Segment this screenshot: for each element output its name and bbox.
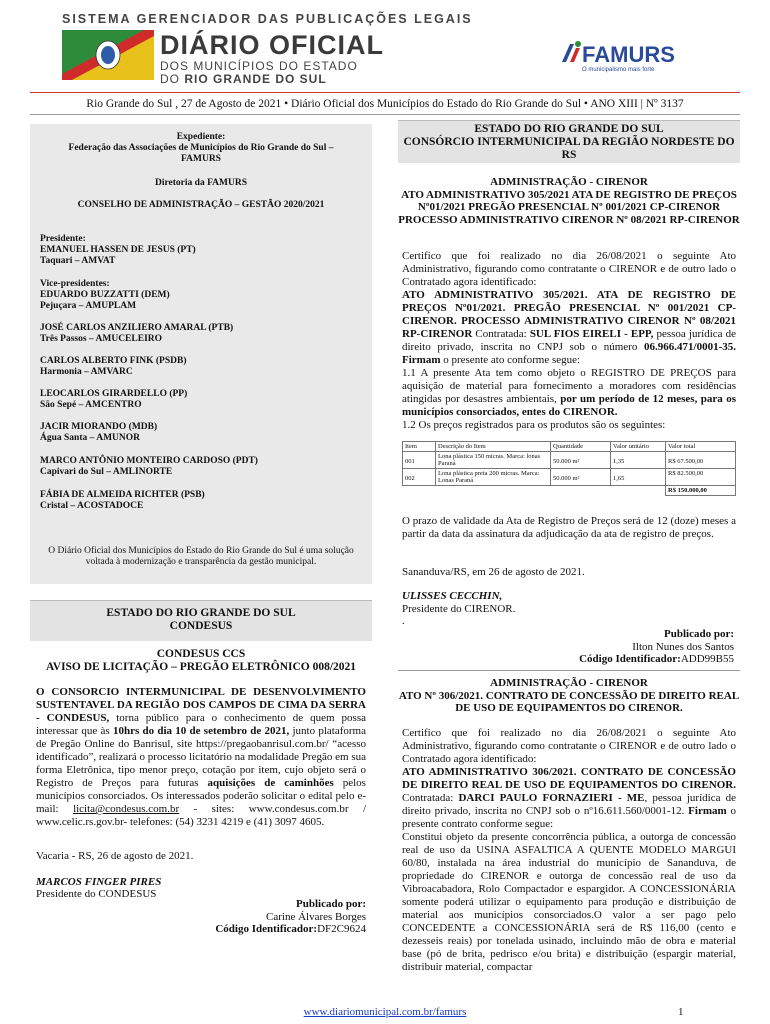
condesus-date: Vacaria - RS, 26 de agosto de 2021. bbox=[36, 850, 194, 862]
presidente-block: Presidente: EMANUEL HASSEN DE JESUS (PT) Taquari – AMVAT bbox=[40, 234, 196, 266]
table-row: 001 Lona plástica 150 micras. Marca: lonas Paraná 50.000 m² 1,35 R$ 67.500,00 bbox=[403, 452, 736, 469]
table-header-cell: Descrição do Item bbox=[436, 442, 551, 452]
act-305-title: ADMINISTRAÇÃO - CIRENOR ATO ADMINISTRATIVO 305/2021 ATA DE REGISTRO DE PREÇOS Nº01/2021 PREGÃO PRESENCIAL Nº 001/2021 CP-CIRENOR PROCESSO ADMINISTRATIVO CIRENOR Nº 08/2021 RP-CIRENOR bbox=[398, 176, 740, 226]
footer-link[interactable]: www.diariomunicipal.com.br/famurs bbox=[303, 1006, 467, 1018]
famurs-mark-icon bbox=[560, 40, 582, 64]
vice-item: EDUARDO BUZZATTI (DEM) Pejuçara – AMUPLAM bbox=[40, 290, 170, 311]
table-total: R$ 150.000,00 bbox=[666, 486, 736, 496]
expediente-org: Federação das Associações de Municípios do Rio Grande do Sul – FAMURS bbox=[68, 143, 334, 164]
table-header-cell: Valor total bbox=[666, 442, 736, 452]
famurs-logo bbox=[560, 34, 710, 84]
table-total-row bbox=[403, 486, 736, 496]
vice-item: JACIR MIORANDO (MDB) Água Santa – AMUNOR bbox=[40, 422, 158, 443]
act-305-publisher: Publicado por: Ilton Nunes dos Santos Código Identificador:ADD99B55 bbox=[579, 628, 734, 665]
brand-subtitle: DOS MUNICÍPIOS DO ESTADO bbox=[160, 59, 358, 73]
condesus-signer: MARCOS FINGER PIRES bbox=[36, 876, 162, 888]
cirenor-header: ESTADO DO RIO GRANDE DO SUL CONSÓRCIO INTERMUNICIPAL DA REGIÃO NORDESTE DO RS bbox=[398, 120, 740, 163]
condesus-header: ESTADO DO RIO GRANDE DO SUL CONDESUS bbox=[30, 600, 372, 641]
act-305-date: Sananduva/RS, em 26 de agosto de 2021. bbox=[402, 566, 585, 578]
diretoria-label: Diretoria da FAMURS bbox=[155, 178, 247, 188]
rs-flag-icon bbox=[62, 30, 154, 80]
divider bbox=[30, 114, 740, 115]
table-header-cell: Item bbox=[403, 442, 436, 452]
vice-item: JOSÉ CARLOS ANZILIERO AMARAL (PTB) Três Passos – AMUCELEIRO bbox=[40, 323, 234, 344]
vices-label: Vice-presidentes: bbox=[40, 279, 110, 289]
prices-table bbox=[402, 441, 736, 496]
famurs-tagline: O municipalismo mais forte bbox=[582, 67, 655, 73]
table-header-cell: Quantidade bbox=[551, 442, 611, 452]
condesus-body: O CONSORCIO INTERMUNICIPAL DE DESENVOLVIMENTO SUSTENTAVEL DA REGIÃO DOS CAMPOS DE CIMA DA SERRA - CONDESUS, torna público para o conhecimento de quem possa interessar que às 10hrs do dia 10 de setembro de 2021, junto plataforma de Pregão Online do Banrisul, site https://pregaobanrisul.com.br/ “acesso identificado”, realizará o processo licitatório na modalidade Pregão em sua forma Eletrônica, tipo menor preço, cotação por item, cujo objeto será o Registro de Preços para futuras aquisições de caminhões pelos municípios consorciados. Os interessados poderão solicitar o edital pelo e-mail: licita@condesus.com.br - sites: www.condesus.com.br / www.celic.rs.gov.br- telefones: (54) 3231 4219 e (41) 3097 4605. bbox=[36, 686, 366, 828]
divider bbox=[398, 670, 740, 671]
vice-item: MARCO ANTÔNIO MONTEIRO CARDOSO (PDT) Capivari do Sul – AMLINORTE bbox=[40, 456, 258, 477]
edition-line: Rio Grande do Sul , 27 de Agosto de 2021 • Diário Oficial dos Municípios do Estado do Rio Grande do Sul • ANO XIII | Nº 3137 bbox=[86, 98, 684, 110]
brand-subtitle-2: DO RIO GRANDE DO SUL bbox=[160, 72, 327, 86]
page-number: 1 bbox=[678, 1006, 684, 1018]
table-header-row bbox=[403, 442, 736, 452]
expediente-title: Expediente: bbox=[176, 132, 226, 142]
condesus-title: CONDESUS CCS AVISO DE LICITAÇÃO – PREGÃO ELETRÔNICO 008/2021 bbox=[45, 648, 357, 673]
table-row: 002 Lona plástica preta 200 micras. Marca: Lonas Paraná 50.000 m² 1,65 R$ 82.500,00 bbox=[403, 469, 736, 486]
expediente-box bbox=[30, 124, 372, 584]
famurs-wordmark: FAMURS bbox=[582, 42, 675, 67]
expediente-note: O Diário Oficial dos Municípios do Estado do Rio Grande do Sul é uma solução voltada à modernização e transparência da gestão municipal. bbox=[48, 546, 354, 567]
act-305-signer: ULISSES CECCHIN, Presidente do CIRENOR. . bbox=[402, 590, 516, 627]
vice-item: LEOCARLOS GIRARDELLO (PP) São Sepé – AMCENTRO bbox=[40, 389, 188, 410]
vice-item: CARLOS ALBERTO FINK (PSDB) Harmonia – AMVARC bbox=[40, 356, 187, 377]
vice-item: FÁBIA DE ALMEIDA RICHTER (PSB) Cristal – ACOSTADOCE bbox=[40, 490, 205, 511]
top-banner: SISTEMA GERENCIADOR DAS PUBLICAÇÕES LEGAIS bbox=[62, 12, 473, 26]
condesus-signer-role: Presidente do CONDESUS bbox=[36, 888, 157, 900]
page-title: DIÁRIO OFICIAL bbox=[160, 30, 384, 60]
act-306-title: ADMINISTRAÇÃO - CIRENOR ATO Nº 306/2021. CONTRATO DE CONCESSÃO DE DIREITO REAL DE USO DE EQUIPAMENTOS DO CIRENOR. bbox=[398, 677, 740, 714]
conselho-label: CONSELHO DE ADMINISTRAÇÃO – GESTÃO 2020/2021 bbox=[77, 200, 325, 210]
act-305-body: Certifico que foi realizado no dia 26/08/2021 o seguinte Ato Administrativo, figurando como contratante o CIRENOR e de outro lado o Contratado agora identificado: ATO ADMINISTRATIVO 305/2021. ATA DE REGISTRO DE PREÇOS Nº01/2021. PREGÃO PRESENCIAL Nº 001/2021 CP-CIRENOR. PROCESSO ADMINISTRATIVO CIRENOR Nº 08/2021 RP-CIRENOR Contratada: SUL FIOS EIRELI - EPP, pessoa jurídica de direito privado, inscrita no CNPJ sob o número 06.966.471/0001-35. Firmam o presente ato conforme segue: 1.1 A presente Ata tem como objeto o REGISTRO DE PREÇOS para aquisição de material para fornecimento a moradores com residências atingidas por desastres ambientais, por um período de 12 meses, para os municípios consorciados, entes do CIRENOR. 1.2 Os preços registrados para os produtos são os seguintes: bbox=[402, 250, 736, 431]
condesus-publisher: Publicado por: Carine Álvares Borges Código Identificador:DF2C9624 bbox=[215, 898, 366, 935]
email-link[interactable]: licita@condesus.com.br bbox=[73, 803, 180, 815]
divider bbox=[30, 92, 740, 93]
table-header-cell: Valor unitário bbox=[611, 442, 666, 452]
act-306-body: Certifico que foi realizado no dia 26/08/2021 o seguinte Ato Administrativo, figurando como contratante o CIRENOR e de outro lado o Contratado agora identificado: ATO ADMINISTRATIVO 306/2021. CONTRATO DE CONCESSÃO DE DIREITO REAL DE USO DE EQUIPAMENTOS DO CIRENOR. Contratada: DARCI PAULO FORNAZIERI - ME, pessoa jurídica de direito privado, inscrita no CNPJ sob o nº16.611.560/0001-12. Firmam o presente contrato conforme segue: Constitui objeto da presente concorrência pública, a outorga de concessão real de uso da USINA ASFALTICA A QUENTE MODELO MARGUI 60/80, instalada na área industrial do município de Sananduva, de propriedade do CIRENOR e outorga de concessão real de uso da Vibroacabadora, Rolo Compactador e espargidor. A CONCESSIONÁRIA somente poderá utilizar o equipamento para produção e distribuição de material aos municípios consorciados.O valor a ser pago pelo CONCEDENTE a CONCESSIONÁRIA será de R$ 116,00 (cento e dezesseis reais) por tonelada usinado, incluindo mão de obra e material base (pó de brita, pedrisco e/ou brita) e distribuição (espargir material, distribuir material, compactar bbox=[402, 727, 737, 973]
act-305-validity: O prazo de validade da Ata de Registro de Preços será de 12 (doze) meses a partir da data da assinatura da adjudicação da ata de registro de preços. bbox=[402, 515, 736, 540]
